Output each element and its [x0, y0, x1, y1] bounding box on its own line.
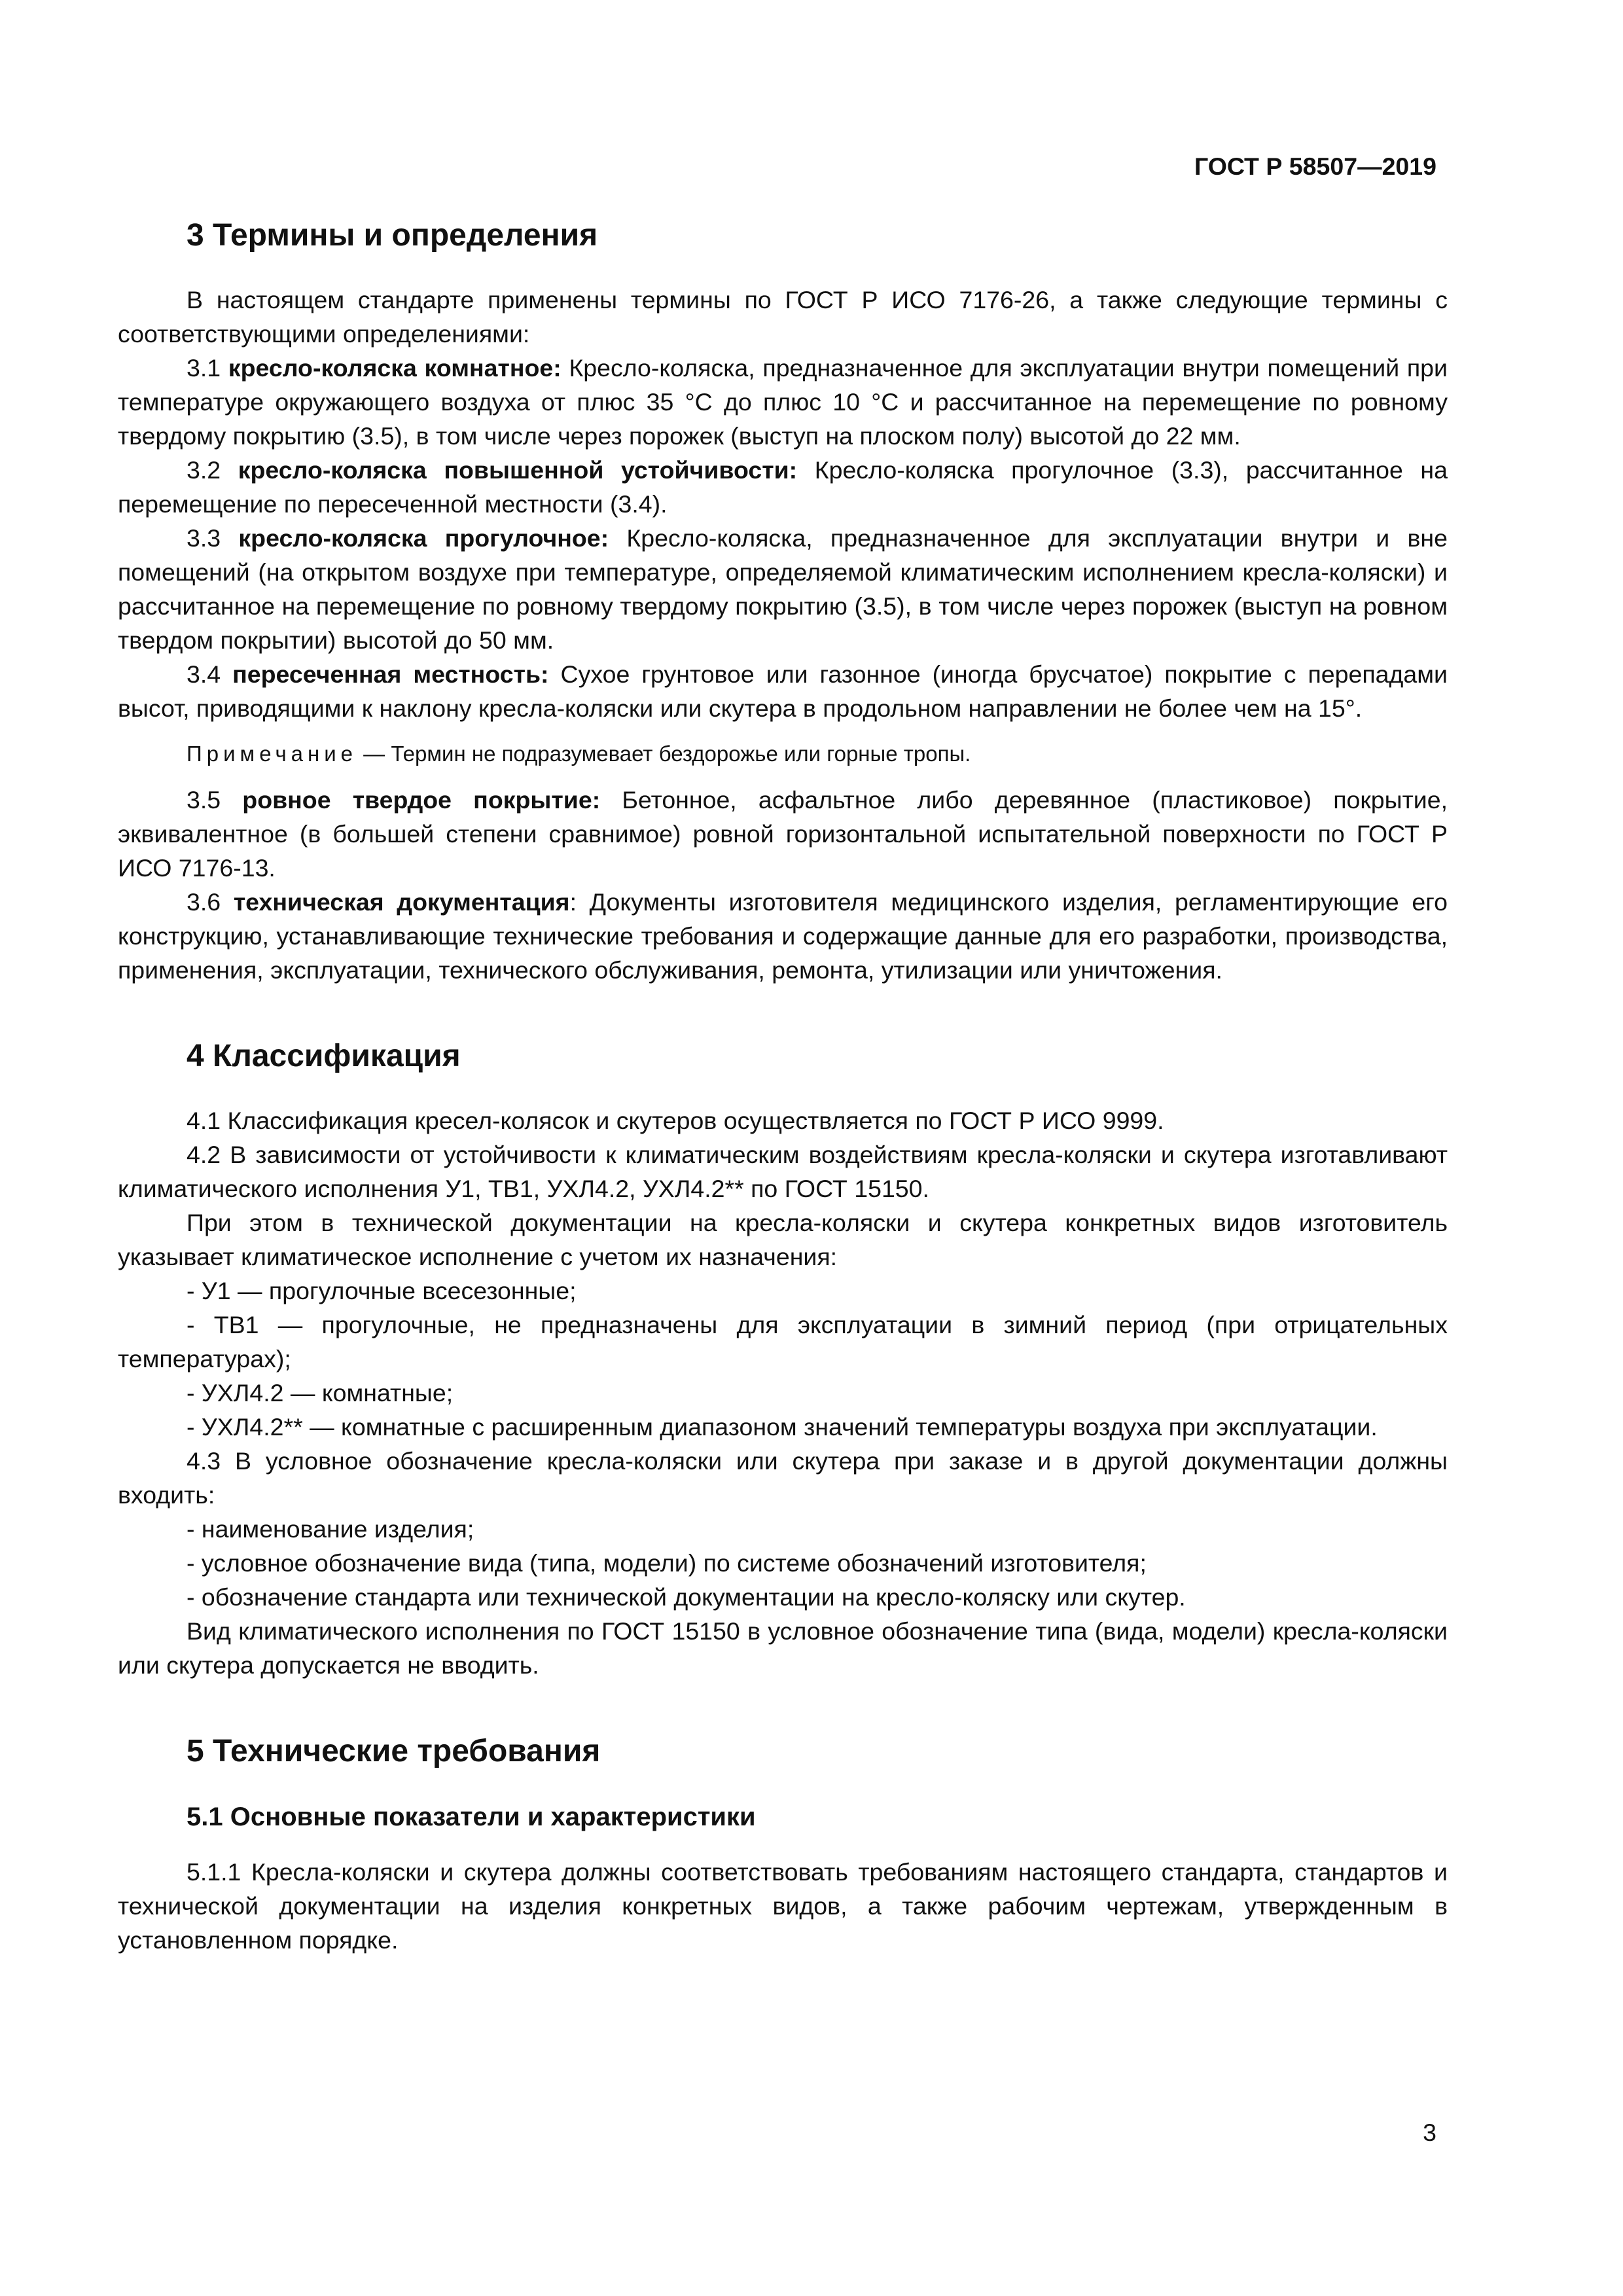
term-3-3: [118, 521, 1448, 657]
clause-5-1-1: 5.1.1 Кресла-коляски и скутера должны соответствовать требованиям настоящего стандарта, стандартов и технической документации на изделия конкретных видов, а также рабочим чертежам, утвержденным в установленном порядке.: [118, 1858, 1448, 1954]
section-3-heading: 3 Термины и определения: [187, 218, 598, 253]
term-definition: Кресло-коляска, предназначенное для эксплуатации внутри помещений при температуре окружающего воздуха от плюс 35 °С до плюс 10 °С и рассчитанное на перемещение по ровному твердому покрытию (3.5), в том числе через порожек (выступ на плоском полу) высотой до 22 мм.: [118, 354, 1448, 450]
term-3-6: [118, 885, 1448, 987]
clause-4-2-continued: При этом в технической документации на кресла-коляски и скутера конкретных видов изготовитель указывает климатическое исполнение с учетом их назначения:: [118, 1209, 1448, 1270]
term-number: 3.1: [187, 354, 228, 382]
term-name: пересеченная местность:: [232, 660, 549, 688]
clause-4-1: 4.1 Классификация кресел-колясок и скутеров осуществляется по ГОСТ Р ИСО 9999.: [187, 1107, 1164, 1134]
section-4-heading: 4 Классификация: [187, 1039, 461, 1073]
term-number: 3.6: [187, 888, 234, 916]
clause-4-3-continued: Вид климатического исполнения по ГОСТ 15150 в условное обозначение типа (вида, модели) кресла-коляски или скутера допускается не вводить.: [118, 1617, 1448, 1679]
term-name: ровное твердое покрытие:: [242, 786, 601, 814]
clause-4-2: 4.2 В зависимости от устойчивости к климатическим воздействиям кресла-коляски и скутера изготавливают климатического исполнения У1, ТВ1, УХЛ4.2, УХЛ4.2** по ГОСТ 15150.: [118, 1141, 1448, 1202]
term-number: 3.2: [187, 456, 238, 484]
term-3-5: [118, 783, 1448, 885]
term-number: 3.5: [187, 786, 243, 814]
section-5-heading: 5 Технические требования: [187, 1734, 601, 1768]
term-definition: Кресло-коляска, предназначенное для эксплуатации внутри и вне помещений (на открытом воздухе при температуре, определяемой климатическим исполнением кресла-коляски) и рассчитанное на перемещение по ровному твердому покрытию (3.5), в том числе через порожек (выступ на ровном твердом покрытии) высотой до 50 мм.: [118, 524, 1448, 654]
note-label: Примечание: [187, 742, 358, 766]
clause-4-3: 4.3 В условное обозначение кресла-коляски или скутера при заказе и в другой документации должны входить:: [118, 1447, 1448, 1509]
subsection-5-1-heading: 5.1 Основные показатели и характеристики: [187, 1803, 756, 1831]
list-item: - ТВ1 — прогулочные, не предназначены для эксплуатации в зимний период (при отрицательных температурах);: [118, 1311, 1448, 1372]
list-item: - условное обозначение вида (типа, модели) по системе обозначений изготовителя;: [187, 1549, 1147, 1577]
term-name: кресло-коляска комнатное:: [228, 354, 562, 382]
section-gap: [118, 987, 1448, 1037]
list-item: - У1 — прогулочные всесезонные;: [187, 1277, 577, 1304]
list-item: - УХЛ4.2** — комнатные с расширенным диапазоном значений температуры воздуха при эксплуатации.: [187, 1413, 1378, 1441]
note: [118, 737, 1448, 771]
document-code: ГОСТ Р 58507—2019: [1194, 152, 1436, 180]
term-definition: Бетонное, асфальтное либо деревянное (пластиковое) покрытие, эквивалентное (в большей степени сравнимое) ровной горизонтальной испытательной поверхности по ГОСТ Р ИСО 7176-13.: [118, 786, 1448, 882]
term-name: техническая документация: [233, 888, 570, 916]
list-item: - обозначение стандарта или технической документации на кресло-коляску или скутер.: [187, 1583, 1186, 1611]
term-definition: Сухое грунтовое или газонное (иногда брусчатое) покрытие с перепадами высот, приводящими к наклону кресла-коляски или скутера в продольном направлении не более чем на 15°.: [118, 660, 1448, 722]
section-gap: [118, 1682, 1448, 1732]
term-3-2: [118, 453, 1448, 521]
term-number: 3.3: [187, 524, 239, 552]
term-3-1: [118, 351, 1448, 453]
page-number: 3: [1423, 2119, 1436, 2146]
term-name: кресло-коляска прогулочное:: [238, 524, 609, 552]
term-name: кресло-коляска повышенной устойчивости:: [238, 456, 798, 484]
term-3-4: [118, 657, 1448, 725]
list-item: - УХЛ4.2 — комнатные;: [187, 1379, 454, 1407]
section-3-intro: В настоящем стандарте применены термины по ГОСТ Р ИСО 7176-26, а также следующие термины с соответствующими определениями:: [118, 286, 1448, 348]
term-definition: : Документы изготовителя медицинского изделия, регламентирующие его конструкцию, устанавливающие технические требования и содержащие данные для его разработки, производства, применения, эксплуатации, технического обслуживания, ремонта, утилизации или уничтожения.: [118, 888, 1448, 984]
term-definition: Кресло-коляска прогулочное (3.3), рассчитанное на перемещение по пересеченной местности (3.4).: [118, 456, 1448, 518]
list-item: - наименование изделия;: [187, 1515, 474, 1543]
page-content: [118, 216, 1448, 1957]
term-number: 3.4: [187, 660, 233, 688]
note-text: — Термин не подразумевает бездорожье или горные тропы.: [357, 742, 971, 766]
